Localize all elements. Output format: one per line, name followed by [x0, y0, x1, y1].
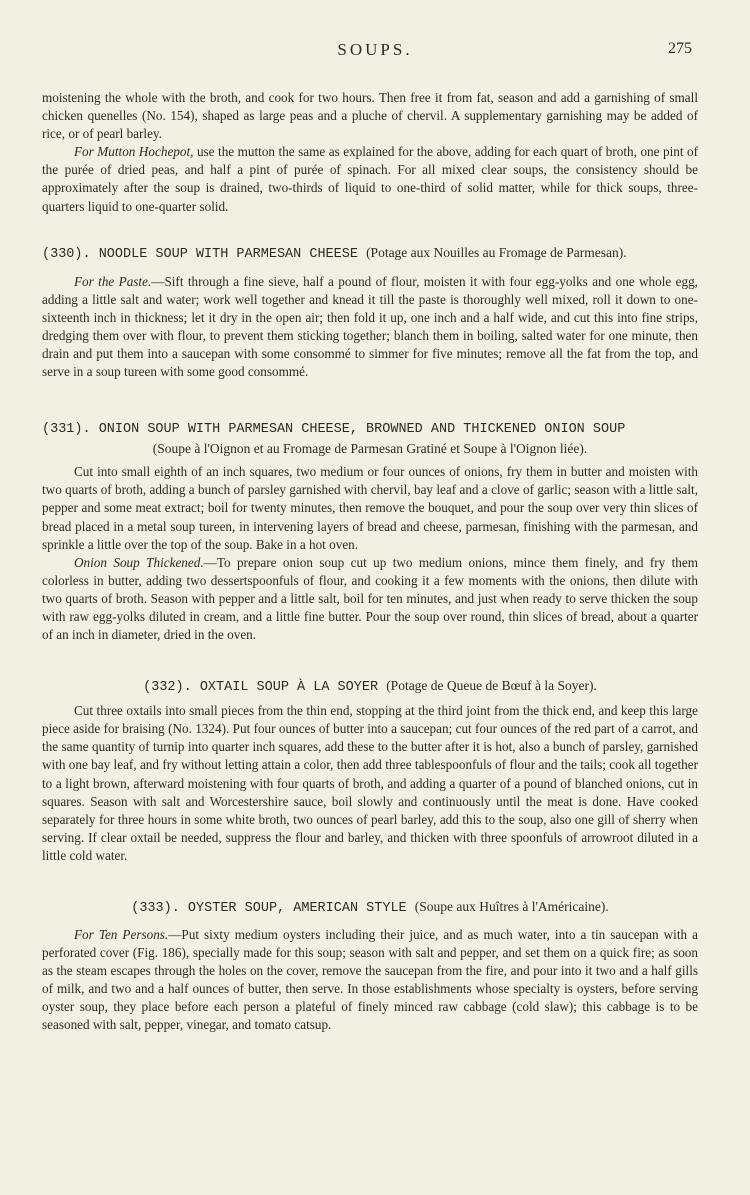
recipe-331-title: (331). ONION SOUP WITH PARMESAN CHEESE, BROWNED AND THICKENED ONION SOUP: [42, 422, 626, 438]
page-body: [42, 89, 698, 1035]
onion-soup-thickened-lead: Onion Soup Thickened.: [74, 554, 204, 570]
recipe-333-title: (333). OYSTER SOUP, AMERICAN STYLE: [131, 901, 407, 916]
recipe-330-text: —Sift through a fine sieve, half a pound of flour, moisten it with four egg-yolks and one whole egg, adding a little salt and water; work well together and knead it till the paste is thoroughly well mixed, roll it down to one-sixteenth inch in thickness; let it dry in the open air; then fold it up, one inch and a half wide, and cut this into fine strips, dredging them over with flour, to prevent them sticking together; blanch them in boiling, salted water for one minute, then drain and put them into a saucepan with some consommé to simmer for five minutes; remove all the fat from the top, and serve in a soup tureen with some good consommé.: [42, 273, 698, 380]
recipe-330-title: (330). NOODLE SOUP WITH PARMESAN CHEESE: [42, 246, 358, 262]
page-header: [0, 40, 750, 64]
recipe-333-lead: For Ten Persons.: [74, 927, 169, 942]
mutton-hochepot-lead: For Mutton Hochepot,: [74, 144, 194, 160]
recipe-330-french-title: (Potage aux Nouilles au Fromage de Parmesan).: [366, 244, 627, 260]
onion-soup-thickened-text: —To prepare onion soup cut up two medium onions, mince them finely, and fry them colorless in butter, adding two dessertspoonfuls of flour, and cooking it a few moments with the onions, then dilute with two quarts of broth. Season with pepper and a little salt, boil for ten minutes, and just when ready to serve thicken the soup with raw egg-yolks diluted in cream, and a little fine butter. Pour the soup over round, thin slices of bread, about a quarter of an inch in diameter, dried in the oven.: [42, 554, 698, 643]
recipe-330-heading: [42, 243, 698, 264]
running-title: SOUPS.: [337, 40, 413, 59]
recipe-330-lead: For the Paste.: [74, 273, 152, 289]
recipe-332-french-title: (Potage de Queue de Bœuf à la Soyer).: [386, 678, 597, 694]
recipe-332-paragraph: Cut three oxtails into small pieces from the thin end, stopping at the third joint from the thick end, and keep this large piece aside for braising (No. 1324). Put four ounces of butter into a saucepan; cut four ounces of the red part of a carrot, and the same quantity of turnip into quarter inch squares, add these to the butter after it is hot, also a bunch of parsley, garnished with one bay leaf, and fry without letting attain a color, then add three tablespoonfuls of flour and the tails; cook all together to a light brown, afterward moistening with four quarts of broth, and adding a quarter of a pound of blanched onions, cut in squares. Season with salt and Worcestershire sauce, boil slowly and continuously until the meat is done. Have cooked separately for three hours in some white broth, two ounces of pearl barley, add this to the soup, also one gill of sherry when serving. If clear oxtail be needed, suppress the flour and barley, and thicken with three spoonfuls of arrowroot diluted in a little cold water.: [42, 703, 698, 863]
recipe-333-paragraph: [42, 926, 698, 1035]
recipe-333-heading: [42, 897, 698, 918]
page-number: 275: [668, 40, 692, 57]
recipe-333-french-title: (Soupe aux Huîtres à l'Américaine).: [414, 899, 609, 914]
recipe-333-text: —Put sixty medium oysters including their juice, and as much water, into a tin saucepan with a perforated cover (Fig. 186), specially made for this soup; season with salt and pepper, and set them on a quick fire; as soon as the steam escapes through the holes on the cover, remove the saucepan from the fire, and pour into it two and a half gills of milk, and two and a half ounces of butter, then serve. In those establishments whose specialty is oysters, before serving oyster soup, they place before each person a plateful of finely minced raw cabbage (cold slaw); this cabbage is to be seasoned with salt, pepper, vinegar, and tomato catsup.: [42, 927, 698, 1033]
recipe-331-paragraph: Cut into small eighth of an inch squares, two medium or four ounces of onions, fry them in butter and moisten with two quarts of broth, adding a bunch of parsley garnished with chervil, bay leaf and a clove of garlic; season with a little salt, pepper and some meat extract; boil for twenty minutes, then remove the bouquet, and pour the soup over very thin slices of bread placed in a metal soup tureen, in intervening layers of bread and cheese, parmesan, finishing with the parmesan, and sprinkle a little over the top of the soup. Bake in a hot oven.: [42, 464, 698, 552]
mutton-hochepot-text: use the mutton the same as explained for the above, adding for each quart of broth, one pint of the purée of dried peas, and half a pint of purée of spinach. For all mixed clear soups, the consistency should be approximately after the soup is drained, two-thirds of liquid to one-third of solid matter, while for thick soups, three-quarters liquid to one-quarter solid.: [42, 144, 698, 214]
recipe-330-paragraph: [42, 273, 698, 382]
recipe-332-heading: [42, 676, 698, 697]
mutton-hochepot-paragraph: [42, 143, 698, 215]
recipe-331-french-title: (Soupe à l'Oignon et au Fromage de Parmesan Gratiné et Soupe à l'Oignon liée).: [152, 441, 588, 457]
recipe-332-title: (332). OXTAIL SOUP À LA SOYER: [143, 680, 379, 696]
onion-soup-thickened-paragraph: [42, 554, 698, 644]
intro-paragraph: moistening the whole with the broth, and cook for two hours. Then free it from fat, season and add a garnishing of small chicken quenelles (No. 154), shaped as large peas and a pluche of chervil. A supplementary garnishing may be added of rice, or of pearl barley.: [42, 90, 698, 142]
